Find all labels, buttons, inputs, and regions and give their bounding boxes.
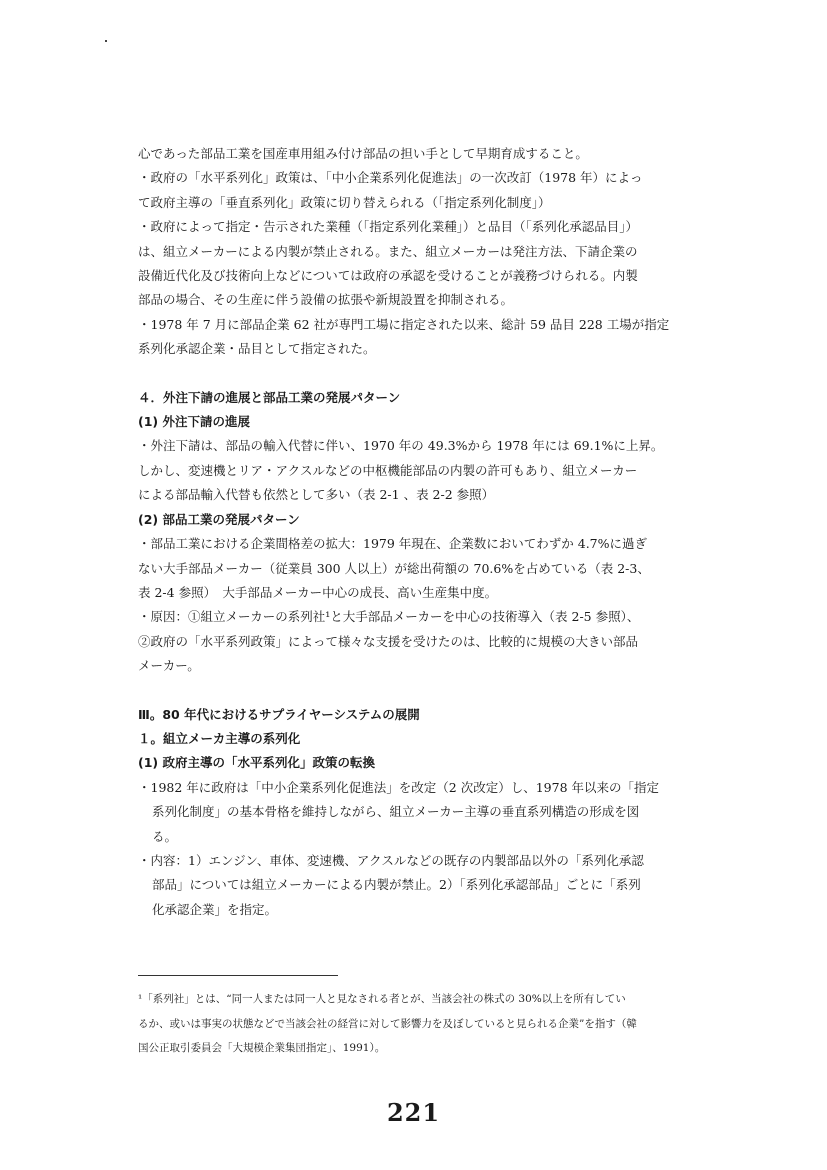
text-line: て政府主導の「垂直系列化」政策に切り替えられる（「指定系列化制度」）: [138, 194, 551, 210]
section-heading: Ⅲ。80 年代におけるサプライヤーシステムの展開: [138, 706, 420, 722]
text-line: 表 2-4 参照） 大手部品メーカー中心の成長、高い生産集中度。: [138, 584, 498, 600]
text-line: ない大手部品メーカー（従業員 300 人以上）が総出荷額の 70.6%を占めている（表 2-3、: [138, 560, 650, 576]
text-line: ・部品工業における企業間格差の拡大：1979 年現在、企業数においてわずか 4.7%に過ぎ: [138, 536, 648, 552]
text-line: 系列化制度」の基本骨格を維持しながら、組立メーカー主導の垂直系列構造の形成を図: [152, 804, 640, 820]
footnote-line: ¹「系列社」とは、“同一人または同一人と見なされる者とが、当該会社の株式の 30%以上を所有してい: [138, 993, 626, 1005]
text-line: ・内容：1）エンジン、車体、変速機、アクスルなどの既存の内製部品以外の「系列化承認: [138, 852, 644, 868]
text-line: メーカー。: [138, 658, 200, 674]
scan-mark: [105, 40, 107, 42]
text-line: 設備近代化及び技術向上などについては政府の承認を受けることが義務づけられる。内製: [138, 268, 638, 284]
text-line: 心であった部品工業を国産車用組み付け部品の担い手として早期育成すること。: [138, 146, 588, 161]
text-line: る。: [152, 828, 178, 844]
text-line: ・原因：①組立メーカーの系列社¹と大手部品メーカーを中心の技術導入（表 2-5 参照）、: [138, 609, 640, 625]
text-line: ・1978 年 7 月に部品企業 62 社が専門工場に指定された以来、総計 59 品目 228 工場が指定: [138, 316, 670, 332]
text-line: ・政府によって指定・告示された業種（「指定系列化業種」）と品目（「系列化承認品目」）: [138, 219, 639, 235]
subsection-heading: (1) 外注下請の進展: [138, 414, 250, 430]
page-number: 221: [386, 1098, 441, 1127]
footnote-divider: [138, 975, 338, 976]
text-line: 部品」については組立メーカーによる内製が禁止。2）「系列化承認部品」ごとに「系列: [152, 877, 641, 893]
text-line: は、組立メーカーによる内製が禁止される。また、組立メーカーは発注方法、下請企業の: [138, 243, 638, 259]
text-line: 部品の場合、その生産に伴う設備の拡張や新規設置を抑制される。: [138, 292, 514, 308]
text-line: による部品輸入代替も依然として多い（表 2-1 、表 2-2 参照）: [138, 487, 495, 503]
section-heading: ４．外注下請の進展と部品工業の発展パターン: [138, 389, 401, 405]
footnote-line: るか、或いは事実の状態などで当該会社の経営に対して影響力を及ぼしていると見られる企業”を指す（韓: [138, 1017, 637, 1030]
text-line: ・1982 年に政府は「中小企業系列化促進法」を改定（2 次改定）し、1978 年以来の「指定: [138, 779, 659, 795]
subsection-heading: (1) 政府主導の「水平系列化」政策の転換: [138, 755, 375, 771]
footnote-line: 国公正取引委員会「大規模企業集団指定」、1991）。: [138, 1042, 386, 1054]
text-line: ②政府の「水平系列政策」によって様々な支援を受けたのは、比較的に規模の大きい部品: [138, 633, 639, 649]
body-text: [138, 142, 738, 922]
subsection-heading: １。組立メーカ主導の系列化: [138, 730, 301, 746]
text-line: ・政府の「水平系列化」政策は、「中小企業系列化促進法」の一次改訂（1978 年）によっ: [138, 170, 643, 186]
text-line: しかし、変速機とリア・アクスルなどの中枢機能部品の内製の許可もあり、組立メーカー: [138, 462, 638, 478]
subsection-heading: (2) 部品工業の発展パターン: [138, 511, 300, 527]
text-line: 系列化承認企業・品目として指定された。: [138, 341, 376, 357]
text-line: ・外注下請は、部品の輸入代替に伴い、1970 年の 49.3%から 1978 年には 69.1%に上昇。: [138, 438, 664, 454]
footnote: [138, 987, 738, 1061]
text-line: 化承認企業」を指定。: [152, 901, 278, 917]
